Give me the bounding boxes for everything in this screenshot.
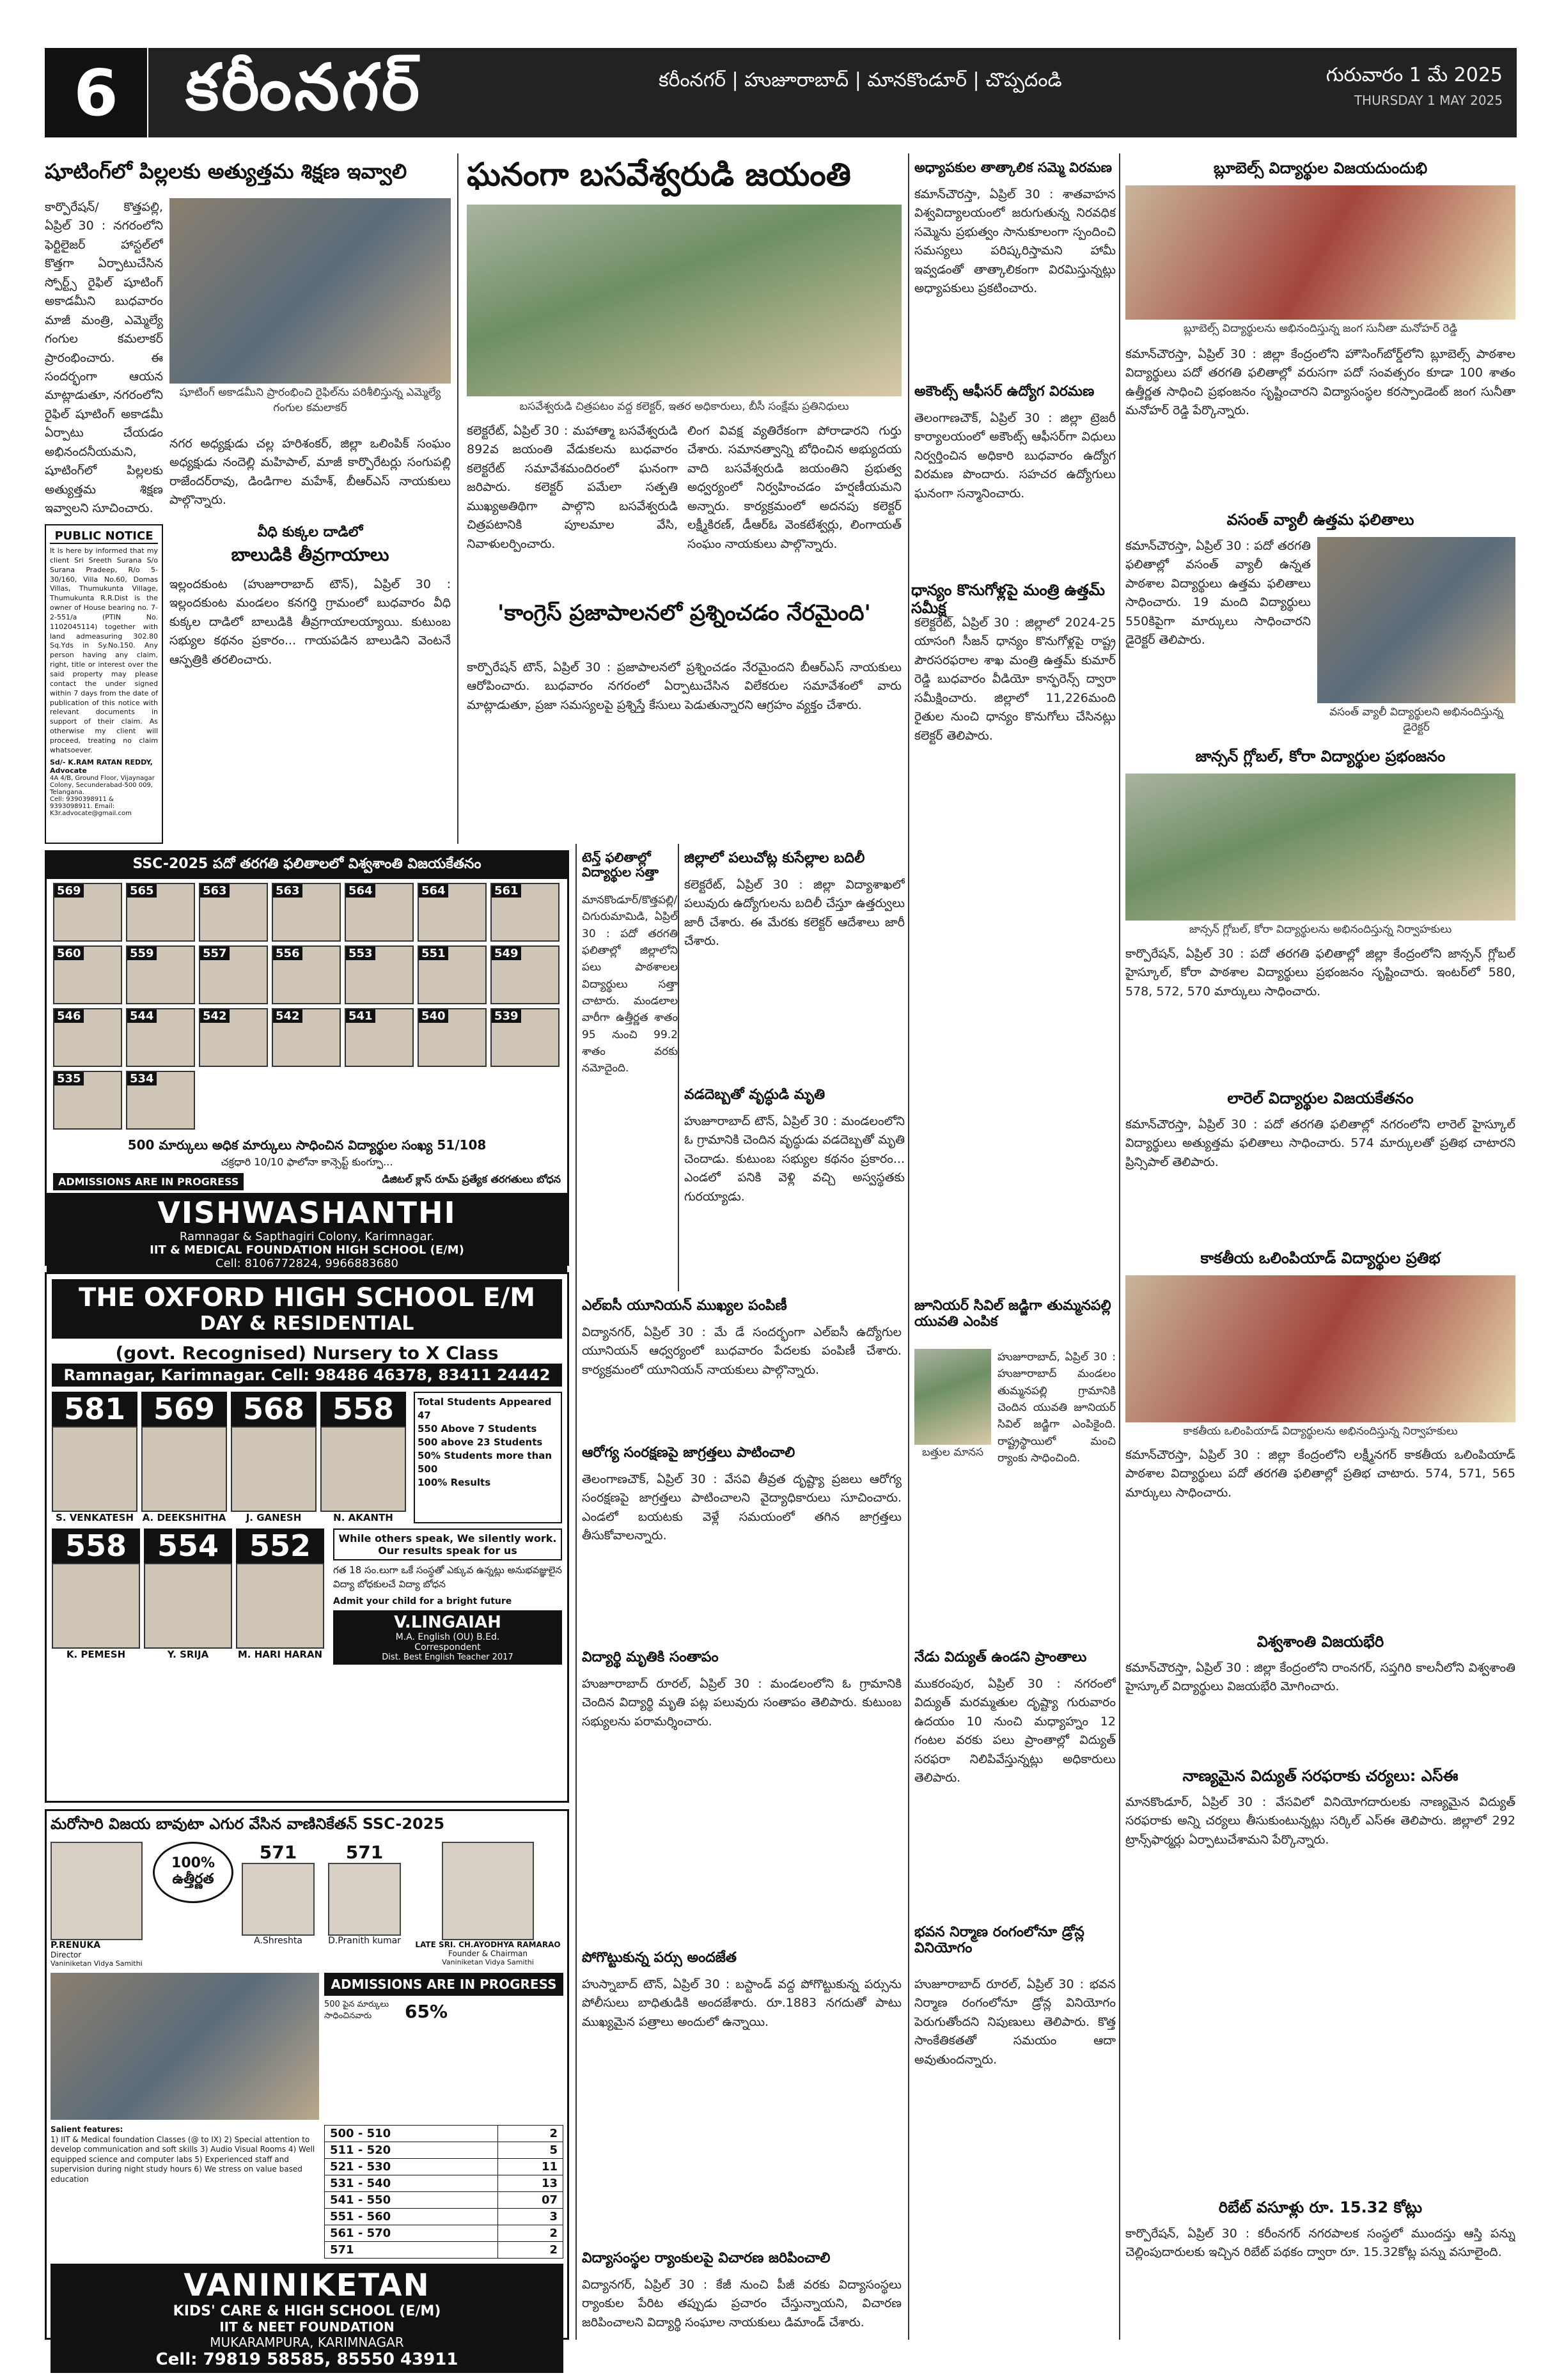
ad-vani-pct: 65% <box>405 2000 448 2022</box>
ad-vani-student1-photo <box>242 1863 315 1936</box>
subheadline-dogs: బాలుడికి తీవ్రగాయాలు <box>231 544 389 565</box>
range-count: 13 <box>498 2175 563 2192</box>
notice-signature: Sd/- K.RAM RATAN REDDY, Advocate <box>50 758 153 775</box>
student-score: 569 <box>54 884 84 898</box>
article-kakatiya-body: కమాన్‌చౌరస్తా, ఏప్రిల్ 30 : జిల్లా కేంద్రంలోని లక్ష్మీనగర్ కాకతీయ ఒలింపియాడ్ పాఠశాల విద్యార్థులు పదో తరగతి ఫలితాల్లో ప్రతిభ చాటారు. 574, 571, 565 మార్కులు సాధించారు. <box>1125 1448 1515 1500</box>
headline-accounts-officer: అకౌంట్స్ ఆఫీసర్ ఉద్యోగ విరమణ <box>914 384 1095 400</box>
student-score-tile <box>418 945 487 1004</box>
student-score-tile <box>418 883 487 942</box>
headline-tenth-results: టెన్త్ ఫలితాల్లో విద్యార్థుల సత్తా <box>582 850 659 880</box>
article-drones-body: హుజూరాబాద్ రూరల్, ఏప్రిల్ 30 : భవన నిర్మాణ రంగంలోనూ డ్రోన్ల వినియోగం పెరుగుతోందని నిపుణులు తెలిపారు. కొత్త సాంకేతికతతో సమయం ఆదా అవుతుందన్నారు. <box>914 1977 1116 2067</box>
article-ranks-body: విద్యానగర్, ఏప్రిల్ 30 : కేజీ నుంచి పీజీ వరకు విద్యాసంస్థలు ర్యాంకుల పేరిట తప్పుడు ప్రచారం చేస్తున్నాయని, విచారణ జరిపించాలని విద్యార్థి సంఘాల నాయకులు డిమాండ్ చేశారు. <box>582 2278 902 2329</box>
notice-body: It is here by informed that my client Sri Sreeth Surana S/o Surana Pradeep, R/o 5-30/160, Villa No.60, Domas Villas, Thumukunta Village, Thumukunta R.R.Dist is the owner of House bearing no. 7-2-551/a (PTIN No. 1102045114) together with land admeasuring 302.80 Sq.Yds in Sy.No.150. Any person having any claim, right, title or interest over the said property may please contact the under signed within 7 days from the date of publication of this notice with relevant documents in support of their claim. As otherwise my client will proceed, treating no claim whatsoever. <box>50 547 158 754</box>
ad-oxford-name: THE OXFORD HIGH SCHOOL E/M <box>78 1283 536 1312</box>
oxford-stat-line: 50% Students more than 500 <box>418 1450 552 1475</box>
student-score-tile <box>126 945 195 1004</box>
masthead-title: కరీంనగర్ <box>185 50 422 125</box>
oxford-student-photo <box>144 1563 232 1649</box>
public-notice <box>45 524 163 844</box>
oxford-student-photo <box>52 1426 137 1512</box>
ad-vani-address: MUKARAMPURA, KARIMNAGAR <box>210 2335 404 2350</box>
column-divider <box>575 844 577 2340</box>
ad-vani-badge: 100% ఉత్తీర్ణత <box>153 1842 233 1903</box>
ad-vani-foundation: IIT & NEET FOUNDATION <box>219 2319 395 2335</box>
article-dogs-body: ఇల్లందకుంట (హుజూరాబాద్ టౌన్), ఏప్రిల్ 30 : ఇల్లందకుంట మండలం కనగర్తి గ్రామంలో బుధవారం వీధి కుక్కల దాడిలో బాలుడికి తీవ్రగాయాలయ్యాయి. కుటుంబ సభ్యుల కథనం ప్రకారం... గాయపడిన బాలుడిని వెంటనే ఆస్పత్రికి తరలించారు. <box>169 577 451 667</box>
headline-power-supply: నాణ్యమైన విద్యుత్ సరఫరాకు చర్యలు: ఎస్ఈ <box>1182 1767 1459 1785</box>
caption-bluebells: బ్లూబెల్స్ విద్యార్థులను అభినందిస్తున్న జంగ సునీతా మనోహర్ రెడ్డి <box>1183 322 1458 335</box>
student-score: 540 <box>419 1009 448 1023</box>
ad-vani-cell: Cell: 79819 58585, 85550 43911 <box>155 2350 458 2369</box>
student-score: 544 <box>127 1009 157 1023</box>
range-count: 3 <box>498 2209 563 2225</box>
ad-vani-director-org: Vaniniketan Vidya Samithi <box>51 1959 143 1968</box>
oxford-student-card <box>144 1528 232 1665</box>
column-divider <box>678 844 679 1291</box>
range-row <box>325 2175 563 2192</box>
article-transfers-body: కలెక్టరేట్, ఏప్రిల్ 30 : జిల్లా విద్యాశాఖలో పలువురు ఉద్యోగులను బదిలీ చేస్తూ ఉత్తర్వులు జారీ చేశారు. ఈ మేరకు కలెక్టర్ ఆదేశాలు జారీ చేశారు. <box>684 878 905 949</box>
article-basaveshwara-left: కలెక్టరేట్, ఏప్రిల్ 30 : మహాత్మా బసవేశ్వరుడి 892వ జయంతి వేడుకలను బుధవారం కలెక్టరేట్ సమావేశమందిరంలో ఘనంగా జరిపారు. కలెక్టర్ పమేలా సత్పతి ముఖ్యఅతిథిగా పాల్గొని బసవేశ్వరుడి చిత్రపటానికి పూలమాల వేసి, నివాళులర్పించారు. <box>467 424 678 551</box>
headline-purse: పోగొట్టుకున్న పర్సు అందజేత <box>582 1950 737 1966</box>
range-label: 551 - 560 <box>325 2209 498 2225</box>
range-row <box>325 2142 563 2159</box>
photo-bluebells <box>1125 185 1515 320</box>
student-score-tile <box>272 883 341 942</box>
student-score: 564 <box>346 884 375 898</box>
oxford-student-photo <box>141 1426 227 1512</box>
ad-vaniniketan <box>45 1809 569 2369</box>
article-purse-body: హుస్నాబాద్ టౌన్, ఏప్రిల్ 30 : బస్టాండ్ వద్ద పోగొట్టుకున్న పర్సును పోలీసులు బాధితుడికి అందజేశారు. రూ.1883 నగదుతో పాటు ముఖ్యమైన పత్రాలు అందులో ఉన్నాయి. <box>582 1977 902 2029</box>
range-label: 511 - 520 <box>325 2142 498 2159</box>
oxford-student-card <box>52 1392 137 1523</box>
oxford-stat-line: 550 Above 7 Students <box>418 1423 537 1435</box>
headline-ranks-inquiry: విద్యాసంస్థల ర్యాంకులపై విచారణ జరిపించాలి <box>582 2250 831 2266</box>
range-label: 500 - 510 <box>325 2126 498 2142</box>
student-score-tile <box>345 1008 414 1067</box>
article-power-cut-body: ముకరంపుర, ఏప్రిల్ 30 : నగరంలో విద్యుత్ మరమ్మతుల దృష్ట్యా గురువారం ఉదయం 10 నుంచి మధ్యాహ్నం 12 గంటల వరకు పలు ప్రాంతాల్లో విద్యుత్ సరఫరా నిలిపివేస్తున్నట్లు అధికారులు తెలిపారు. <box>914 1677 1116 1785</box>
headline-bluebells: బ్లూబెల్స్ విద్యార్థుల విజయదుందుభి <box>1213 159 1428 177</box>
student-score: 535 <box>54 1072 84 1085</box>
article-judge-body: హుజూరాబాద్, ఏప్రిల్ 30 : హుజూరాబాద్ మండలం తుమ్మనపల్లి గ్రామానికి చెందిన యువతి జూనియర్ సివిల్ జడ్జిగా ఎంపికైంది. రాష్ట్రస్థాయిలో మంచి ర్యాంకు సాధించింది. <box>998 1351 1116 1465</box>
oxford-stat-line: Total Students Appeared 47 <box>418 1396 552 1421</box>
student-score: 559 <box>127 947 157 960</box>
range-row <box>325 2225 563 2242</box>
ad-oxford-corr-deg: M.A. English (OU) B.Ed. <box>395 1632 500 1642</box>
notice-title: PUBLIC NOTICE <box>50 529 158 544</box>
photo-johnson <box>1125 774 1515 921</box>
ad-vani-score1: 571 <box>259 1842 297 1863</box>
ad-vishwa-name: VISHWASHANTHI <box>157 1195 457 1230</box>
oxford-stat-line: 100% Results <box>418 1477 491 1488</box>
oxford-student-card <box>236 1528 324 1665</box>
article-grain-body: కలెక్టరేట్, ఏప్రిల్ 30 : జిల్లాలో 2024-25 యాసంగి సీజన్ ధాన్యం కొనుగోళ్లపై రాష్ట్ర పౌరసరఫరాల శాఖ మంత్రి ఉత్తమ్ కుమార్ రెడ్డి బుధవారం వీడియో కాన్ఫరెన్స్ ద్వారా సమీక్షించారు. జిల్లాలో 11,226మంది రైతుల నుంచి ధాన్యం కొనుగోలు చేసినట్లు కలెక్టర్ తెలిపారు. <box>914 616 1116 743</box>
student-score: 541 <box>346 1009 375 1023</box>
ad-oxford-line2: DAY & RESIDENTIAL <box>200 1312 414 1335</box>
ad-vishwa-cell: Cell: 8106772824, 9966883680 <box>215 1257 398 1270</box>
range-label: 571 <box>325 2242 498 2259</box>
oxford-student-name: M. HARI HARAN <box>237 1649 323 1660</box>
oxford-student-card <box>141 1392 227 1523</box>
caption-kakatiya: కాకతీయ ఒలింపియాడ్ విద్యార్థులను అభినందిస్తున్న నిర్వాహకులు <box>1183 1425 1458 1438</box>
oxford-student-name: A. DEEKSHITHA <box>142 1512 226 1523</box>
headline-kakatiya: కాకతీయ ఒలింపియాడ్ విద్యార్థుల ప్రతిభ <box>1200 1249 1441 1267</box>
oxford-student-score: 554 <box>144 1528 232 1563</box>
headline-rebate: రిబేట్ వసూళ్లు రూ. 15.32 కోట్లు <box>1218 2198 1423 2216</box>
masthead-date-en: THURSDAY 1 MAY 2025 <box>1354 93 1503 108</box>
notice-contact: Cell: 9390398911 & 9393098911. Email: K3r.advocate@gmail.com <box>50 795 132 817</box>
article-power-body: మానకొండూర్, ఏప్రిల్ 30 : వేసవిలో వినియోగదారులకు నాణ్యమైన విద్యుత్ సరఫరాకు అన్ని చర్యలు తీసుకుంటున్నట్లు సర్కిల్ ఎస్ఈ తెలిపారు. జిల్లాలో 292 ట్రాన్స్‌ఫార్మర్లు ఏర్పాటుచేశామని పేర్కొన్నారు. <box>1125 1795 1515 1847</box>
headline-junior-judge: జూనియర్ సివిల్ జడ్జిగా తుమ్మనపల్లి యువతి ఎంపిక <box>914 1298 1111 1330</box>
student-score-tile <box>126 1008 195 1067</box>
student-score-tile <box>53 1008 122 1067</box>
photo-judge <box>914 1349 991 1445</box>
ad-oxford-stats <box>414 1392 562 1523</box>
student-score: 534 <box>127 1072 157 1085</box>
student-score: 556 <box>273 947 302 960</box>
article-bluebells-body: కమాన్‌చౌరస్తా, ఏప్రిల్ 30 : జిల్లా కేంద్రంలోని హౌసింగ్‌బోర్డ్‌లోని బ్లూబెల్స్ పాఠశాల విద్యార్థులు పదో తరగతి ఫలితాల్లో వరుసగా పదో సంవత్సరం కూడా 100 శాతం ఉత్తీర్ణత సాధించి ప్రభంజనం సృష్టించారని విద్యాసంస్థల కరస్పాండెంట్ జంగ సునీతా మనోహర్ రెడ్డి పేర్కొన్నారు. <box>1125 347 1515 418</box>
article-lic-body: విద్యానగర్, ఏప్రిల్ 30 : మే డే సందర్భంగా ఎల్ఐసీ ఉద్యోగుల యూనియన్ ఆధ్వర్యంలో బుధవారం పేదలకు పంపిణీ చేశారు. కార్యక్రమంలో యూనియన్ నాయకులు పాల్గొన్నారు. <box>582 1325 902 1377</box>
article-strike-body: కమాన్‌చౌరస్తా, ఏప్రిల్ 30 : శాతవాహన విశ్వవిద్యాలయంలో జరుగుతున్న నిరవధిక సమ్మెను ప్రభుత్వం సానుకూలంగా స్పందించి సమస్యలు పరిష్కరిస్తామని హామీ ఇవ్వడంతో తాత్కాలికంగా విరమిస్తున్నట్లు అధ్యాపకులు ప్రకటించారు. <box>914 187 1116 296</box>
article-johnson-body: కార్పొరేషన్, ఏప్రిల్ 30 : పదో తరగతి ఫలితాల్లో జిల్లా కేంద్రంలోని జాన్సన్ గ్లోబల్ హైస్కూల్, కోరా పాఠశాల విద్యార్థులు ప్రభంజనం సృష్టించారు. ఇంటర్‌లో 580, 578, 572, 570 మార్కులు సాధించారు. <box>1125 947 1515 999</box>
student-score: 546 <box>54 1009 84 1023</box>
student-score: 539 <box>492 1009 521 1023</box>
photo-vasanth <box>1317 537 1515 703</box>
caption-johnson: జాన్సన్ గ్లోబల్, కోరా విద్యార్థులను అభినందిస్తున్న నిర్వాహకులు <box>1189 923 1452 936</box>
headline-vasanth: వసంత్ వ్యాలీ ఉత్తమ ఫలితాలు <box>1226 511 1414 529</box>
article-congress-body: కార్పొరేషన్ టౌన్, ఏప్రిల్ 30 : ప్రజాపాలనలో ప్రశ్నించడం నేరమైందని బీఆర్ఎస్ నాయకులు ఆరోపించారు. బుధవారం నగరంలో ఏర్పాటుచేసిన విలేకరుల సమావేశంలో వారు మాట్లాడుతూ, ప్రజా సమస్యలపై ప్రశ్నిస్తే కేసులు పెడుతున్నారని ఆగ్రహం వ్యక్తం చేశారు. <box>467 660 902 712</box>
range-count: 5 <box>498 2142 563 2159</box>
ad-vishwa-header: SSC-2025 పదో తరగతి ఫలితాలలో విశ్వశాంతి విజయకేతనం <box>47 852 567 879</box>
ad-vani-features: 1) IIT & Medical foundation Classes (@ to IX) 2) Special attention to develop communication and soft skills 3) Audio Visual Rooms 4) Well equipped science and computer labs 5) Experienced staff and supervision during night study hours 6) We stress on value based education <box>51 2135 315 2184</box>
oxford-student-photo <box>231 1426 317 1512</box>
ad-vani-director-title: Director <box>51 1950 82 1959</box>
article-vishwashanthi-body: కమాన్‌చౌరస్తా, ఏప్రిల్ 30 : జిల్లా కేంద్రంలోని రాంనగర్, సప్తగిరి కాలనీలోని విశ్వశాంతి హైస్కూల్ విద్యార్థులు విజయభేరి మోగించారు. <box>1125 1661 1515 1694</box>
range-count: 2 <box>498 2225 563 2242</box>
ad-vani-group-photo <box>51 1973 319 2120</box>
student-score: 542 <box>273 1009 302 1023</box>
range-count: 2 <box>498 2126 563 2142</box>
oxford-student-card <box>231 1392 317 1523</box>
student-score-tile <box>490 945 559 1004</box>
range-row <box>325 2126 563 2142</box>
article-basaveshwara-right: లింగ వివక్ష వ్యతిరేకంగా పోరాడారని గుర్తు చేశారు. సమానత్వాన్ని బోధించిన అభ్యుదయ వాది బసవేశ్వరుడి జయంతిని ప్రభుత్వ అధ్వర్యంలో నిర్వహించడం హర్షణీయమని అన్నారు. కార్యక్రమంలో అదనపు కలెక్టర్ లక్ష్మీకిరణ్, డీఆర్‌ఓ వెంకటేశ్వర్లు, లింగాయత్ సంఘం నాయకులు పాల్గొన్నారు. <box>687 424 902 551</box>
caption-vasanth: వసంత్ వ్యాలీ విద్యార్థులని అభినందిస్తున్న డైరెక్టర్ <box>1329 706 1503 734</box>
headline-heatstroke: వడదెబ్బతో వృద్ధుడి మృతి <box>684 1087 825 1103</box>
ad-oxford-line3: (govt. Recognised) Nursery to X Class <box>115 1342 499 1364</box>
headline-grain-review: ధాన్యం కొనుగోళ్లపై మంత్రి ఉత్తమ్ సమీక్ష <box>911 581 1106 617</box>
ad-vani-score2: 571 <box>345 1842 384 1863</box>
ad-oxford-corr-title: Correspondent <box>414 1642 481 1653</box>
range-row <box>325 2209 563 2225</box>
range-row <box>325 2192 563 2209</box>
student-score: 563 <box>273 884 302 898</box>
page-number: 6 <box>45 48 147 137</box>
headline-drones: భవన నిర్మాణ రంగంలోనూ డ్రోన్ల వినియోగం <box>914 1924 1084 1957</box>
student-score: 563 <box>200 884 230 898</box>
ad-oxford-top-students <box>52 1392 410 1523</box>
range-label: 531 - 540 <box>325 2175 498 2192</box>
article-shooting-body: కార్పొరేషన్/ కొత్తపల్లి, ఏప్రిల్ 30 : నగరంలోని ఫెర్టిలైజర్ హాస్టల్‌లో కొత్తగా ఏర్పాటుచేసిన స్పోర్ట్స్ రైఫిల్ షూటింగ్ అకాడమీని బుధవారం మాజీ మంత్రి, ఎమ్మెల్యే గంగుల కమలాకర్ ప్రారంభించారు. ఈ సందర్భంగా ఆయన మాట్లాడుతూ, నగరంలోని రైఫిల్ షూటింగ్ అకాడమీ ఏర్పాటు చేయడం అభినందనీయమని, షూటింగ్‌లో పిల్లలకు అత్యుత్తమ శిక్షణ ఇవ్వాలని సూచించారు. <box>45 200 163 515</box>
student-score: 565 <box>127 884 157 898</box>
ad-vani-sub: KIDS' CARE & HIGH SCHOOL (E/M) <box>173 2303 441 2319</box>
range-count: 11 <box>498 2159 563 2175</box>
student-score-tile <box>272 1008 341 1067</box>
student-score-tile <box>272 945 341 1004</box>
headline-basaveshwara: ఘనంగా బసవేశ్వరుడి జయంతి <box>467 156 851 193</box>
oxford-student-photo <box>236 1563 324 1649</box>
ad-vishwashanthi <box>45 850 569 1270</box>
student-score-tile <box>53 883 122 942</box>
column-divider <box>457 153 458 844</box>
ad-vishwa-foundation: IIT & MEDICAL FOUNDATION HIGH SCHOOL (E/M) <box>150 1243 464 1257</box>
student-score: 561 <box>492 884 521 898</box>
student-score-tile <box>53 945 122 1004</box>
photo-shooting-academy <box>169 198 451 384</box>
oxford-student-name: J. GANESH <box>246 1512 302 1523</box>
range-label: 541 - 550 <box>325 2192 498 2209</box>
masthead-subtitle: కరీంనగర్ | హుజూరాబాద్ | మానకొండూర్ | చొప్పదండి <box>659 69 1062 91</box>
ad-vani-director: P.RENUKA <box>51 1940 101 1950</box>
student-score: 542 <box>200 1009 230 1023</box>
oxford-student-card <box>52 1528 140 1665</box>
oxford-student-photo <box>52 1563 140 1649</box>
student-score: 549 <box>492 947 521 960</box>
range-row <box>325 2159 563 2175</box>
student-score-tile <box>490 1008 559 1067</box>
ad-vani-founder-title: Founder & Chairman <box>448 1949 528 1958</box>
headline-vishwashanthi: విశ్వశాంతి విజయభేరి <box>1256 1633 1384 1651</box>
ad-oxford-telugu: గత 18 సం.లుగా ఒకే సంస్థతో ఎక్కువ ఉన్నట్లు అనుభవజ్ఞులైన విద్యా బోధకులచే విద్యా బోధన <box>333 1564 562 1590</box>
headline-power-cut: నేడు విద్యుత్ ఉండని ప్రాంతాలు <box>914 1649 1087 1665</box>
ad-vani-founder-org: Vaniniketan Vidya Samithi <box>442 1958 534 1966</box>
ad-vani-director-photo <box>51 1842 143 1940</box>
oxford-student-score: 552 <box>236 1528 324 1563</box>
oxford-student-score: 568 <box>231 1392 317 1426</box>
oxford-student-score: 558 <box>320 1392 406 1426</box>
student-score: 557 <box>200 947 230 960</box>
oxford-student-score: 581 <box>52 1392 137 1426</box>
range-label: 521 - 530 <box>325 2159 498 2175</box>
student-score: 560 <box>54 947 84 960</box>
ad-vani-admissions: ADMISSIONS ARE IN PROGRESS <box>324 1973 563 1996</box>
range-count: 2 <box>498 2242 563 2259</box>
student-score: 551 <box>419 947 448 960</box>
ad-oxford-line4: Ramnagar, Karimnagar. Cell: 98486 46378, 83411 24442 <box>52 1364 562 1387</box>
ad-oxford-bottom-students <box>52 1528 327 1665</box>
ad-vani-founder-photo <box>442 1842 534 1940</box>
article-rebate-body: కార్పొరేషన్, ఏప్రిల్ 30 : కరీంనగర్ నగరపాలక సంస్థలో ముందస్తు ఆస్తి పన్ను చెల్లింపుదారులకు ఇచ్చిన రిబేట్ పథకం ద్వారా రూ. 15.32కోట్ల పన్ను వసూలైంది. <box>1125 2227 1515 2260</box>
student-score-tile <box>126 1071 195 1130</box>
headline-strike: అధ్యాపకుల తాత్కాలిక సమ్మె విరమణ <box>914 160 1113 175</box>
caption-shooting: షూటింగ్ అకాడమీని ప్రారంభించి రైఫిల్‌ను పరిశీలిస్తున్న ఎమ్మెల్యే గంగుల కమలాకర్ <box>179 386 441 414</box>
oxford-student-name: S. VENKATESH <box>55 1512 134 1523</box>
ad-oxford-corr-note: Dist. Best English Teacher 2017 <box>382 1653 513 1662</box>
student-score-tile <box>199 883 268 942</box>
range-label: 561 - 570 <box>325 2225 498 2242</box>
photo-basaveshwara <box>467 205 902 396</box>
headline-johnson: జాన్సన్ గ్లోబల్, కోరా విద్యార్థుల ప్రభంజనం <box>1195 747 1446 765</box>
ad-vani-student2: D.Pranith kumar <box>328 1936 401 1946</box>
oxford-student-name: N. AKANTH <box>333 1512 393 1523</box>
headline-transfers: జిల్లాలో పలుచోట్ల కుసేల్లాల బదిలీ <box>684 850 865 866</box>
student-score-tile <box>490 883 559 942</box>
headline-health: ఆరోగ్య సంరక్షణపై జాగ్రత్తలు పాటించాలి <box>582 1445 795 1461</box>
range-count: 07 <box>498 2192 563 2209</box>
oxford-stat-line: 500 above 23 Students <box>418 1436 543 1448</box>
ad-vani-pct-title: 500 పైన మార్కులు సాధించినవారు <box>324 2000 389 2021</box>
oxford-student-score: 569 <box>141 1392 227 1426</box>
ad-vishwa-admissions: ADMISSIONS ARE IN PROGRESS <box>53 1173 244 1190</box>
article-vasanth-body: కమాన్‌చౌరస్తా, ఏప్రిల్ 30 : పదో తరగతి ఫలితాల్లో వసంత్ వ్యాలీ ఉన్నత పాఠశాల విద్యార్థులు ఉత్తమ ఫలితాలు సాధించారు. 19 మంది విద్యార్థులు 550కిపైగా మార్కులు సాధించారని డైరెక్టర్ తెలిపారు. <box>1125 539 1311 648</box>
article-health-body: తెలంగాణచౌక్, ఏప్రిల్ 30 : వేసవి తీవ్రత దృష్ట్యా ప్రజలు ఆరోగ్య సంరక్షణపై జాగ్రత్తలు పాటించాలని వైద్యాధికారులు సూచించారు. ఎండలో బయటకు వెళ్లే సమయంలో తగిన జాగ్రత్తలు తీసుకోవాలన్నారు. <box>582 1472 902 1543</box>
student-score-tile <box>53 1071 122 1130</box>
ad-oxford-slogan: While others speak, We silently work. Our results speak for us <box>333 1528 562 1560</box>
headline-shooting: షూటింగ్‌లో పిల్లలకు అత్యుత్తమ శిక్షణ ఇవ్వాలి <box>45 159 407 183</box>
student-score-tile <box>199 1008 268 1067</box>
student-score-tile <box>345 883 414 942</box>
article-shooting-extra: నగర అధ్యక్షుడు చల్ల హరిశంకర్, జిల్లా ఒలింపిక్ సంఘం అధ్యక్షుడు నందెల్లి మహిపాల్, మాజీ కార్పొరేటర్లు సంగుపల్లి రాజేందర్‌రావు, డిండిగాల మహేశ్, బీఆర్ఎస్ నాయకులు పాల్గొన్నారు. <box>169 437 451 508</box>
article-heatstroke-body: హుజూరాబాద్ టౌన్, ఏప్రిల్ 30 : మండలంలోని ఓ గ్రామానికి చెందిన వృద్ధుడు వడదెబ్బతో మృతి చెందాడు. కుటుంబ సభ్యుల కథనం ప్రకారం... ఎండలో పనికి వెళ్లి వచ్చి అస్వస్థతకు గురయ్యాడు. <box>684 1114 905 1204</box>
ad-vishwa-tagline3: డిజిటల్ క్లాస్ రూమ్ ప్రత్యేక తరగతులు బోధన <box>382 1173 561 1185</box>
student-score-tile <box>126 883 195 942</box>
ad-oxford-admit: Admit your child for a bright future <box>333 1596 512 1606</box>
oxford-student-photo <box>320 1426 406 1512</box>
ad-vani-student2-photo <box>328 1863 401 1936</box>
photo-kakatiya <box>1125 1275 1515 1422</box>
caption-judge: బత్తుల మానస <box>921 1446 984 1459</box>
ad-vani-header: మరోసారి విజయ బావుటా ఎగుర వేసిన వాణినికేతన్ SSC-2025 <box>51 1815 445 1833</box>
range-row <box>325 2242 563 2259</box>
article-accounts-body: తెలంగాణచౌక్, ఏప్రిల్ 30 : జిల్లా ట్రెజరీ కార్యాలయంలో అకౌంట్స్ ఆఫీసర్‌గా విధులు నిర్వర్తించిన అధికారి బుధవారం ఉద్యోగ విరమణ పొందారు. సహచర ఉద్యోగులు ఘనంగా సన్మానించారు. <box>914 411 1116 501</box>
article-condolence-body: హుజూరాబాద్ రూరల్, ఏప్రిల్ 30 : మండలంలోని ఓ గ్రామానికి చెందిన విద్యార్థి మృతి పట్ల పలువురు సంతాపం తెలిపారు. కుటుంబ సభ్యులను పరామర్శించారు. <box>582 1677 902 1729</box>
headline-lic-union: ఎల్ఐసీ యూనియన్ ముఖ్యల పంపిణీ <box>582 1298 787 1314</box>
masthead-date-te: గురువారం 1 మే 2025 <box>1326 64 1503 86</box>
headline-laurel: లారెల్ విద్యార్థుల విజయకేతనం <box>1227 1089 1414 1107</box>
student-score: 564 <box>419 884 448 898</box>
article-tenth-body: మానకొండూర్/కొత్తపల్లి/చిగురుమామిడి, ఏప్రిల్ 30 : పదో తరగతి ఫలితాల్లో జిల్లాలోని పలు పాఠశాలల విద్యార్థులు సత్తా చాటారు. మండలాల వారీగా ఉత్తీర్ణత శాతం 95 నుంచి 99.2 శాతం వరకు నమోదైంది. <box>582 894 678 1075</box>
ad-vishwa-grid <box>47 879 567 1137</box>
oxford-student-name: K. PEMESH <box>66 1649 126 1660</box>
ad-oxford <box>45 1272 569 1803</box>
ad-vishwa-tagline1: 500 మార్కులు అధిక మార్కులు సాధించిన విద్యార్థుల సంఖ్య 51/108 <box>127 1137 487 1153</box>
headline-condolence: విద్యార్థి మృతికి సంతాపం <box>582 1649 719 1665</box>
ad-vani-ranges-table <box>324 2125 563 2259</box>
ad-vani-features-title: Salient features: <box>51 2125 123 2134</box>
oxford-student-card <box>320 1392 406 1523</box>
ad-vani-student1: A.Shreshta <box>254 1936 302 1946</box>
oxford-student-score: 558 <box>52 1528 140 1563</box>
oxford-student-name: Y. SRIJA <box>167 1649 209 1660</box>
notice-address: 4A 4/B, Ground Floor, Vijaynagar Colony, Secunderabad-500 009, Telangana. <box>50 774 155 796</box>
column-divider <box>1119 153 1120 2340</box>
ad-oxford-correspondent: V.LINGAIAH <box>394 1613 501 1632</box>
student-score-tile <box>418 1008 487 1067</box>
student-score-tile <box>345 945 414 1004</box>
student-score-tile <box>199 945 268 1004</box>
student-score: 553 <box>346 947 375 960</box>
ad-vani-founder: LATE SRI. CH.AYODHYA RAMARAO <box>415 1940 561 1949</box>
headline-congress: 'కాంగ్రెస్ ప్రజాపాలనలో ప్రశ్నించడం నేరమైంది' <box>497 600 871 626</box>
ad-vishwa-address: Ramnagar & Sapthagiri Colony, Karimnagar. <box>179 1230 435 1243</box>
article-laurel-body: కమాన్‌చౌరస్తా, ఏప్రిల్ 30 : పదో తరగతి ఫలితాల్లో నగరంలోని లారెల్ హైస్కూల్ విద్యార్థులు అత్యుత్తమ ఫలితాలు సాధించారు. 574 మార్కులతో ప్రతిభ చాటారని ప్రిన్సిపాల్ తెలిపారు. <box>1125 1117 1515 1169</box>
ad-vani-name: VANINIKETAN <box>184 2267 430 2303</box>
column-divider <box>908 153 909 2340</box>
ad-vishwa-tagline2: చక్రధారి 10/10 ఫాలోనా కాన్సెప్ట్ కుంగ్ఫూ... <box>221 1156 393 1168</box>
caption-basaveshwara: బసవేశ్వరుడి చిత్రపటం వద్ద కలెక్టర్, ఇతర అధికారులు, బీసీ సంక్షేమ ప్రతినిధులు <box>519 400 849 413</box>
subheadline-small-dogs: వీధి కుక్కల దాడిలో <box>257 524 363 540</box>
